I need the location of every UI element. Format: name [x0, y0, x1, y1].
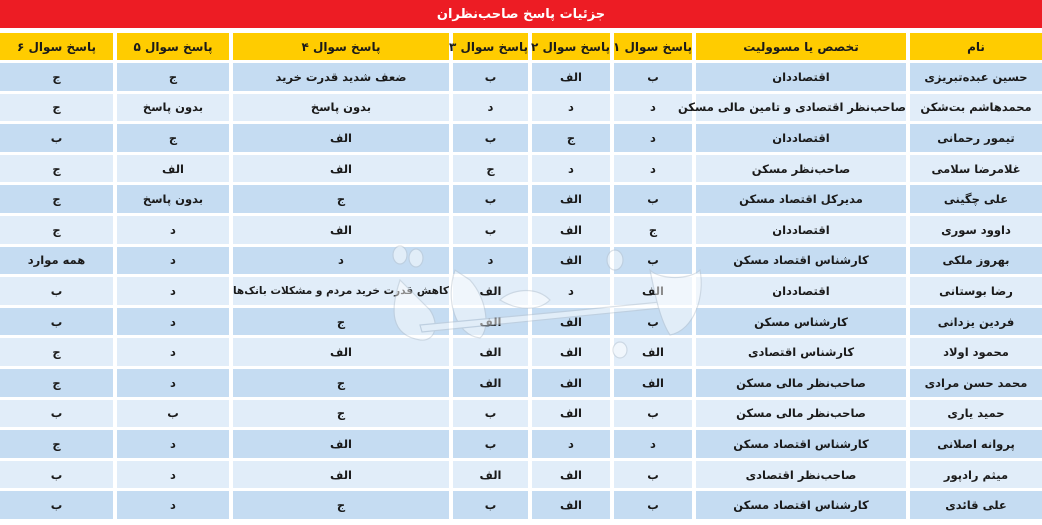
cell-q1: د	[614, 94, 692, 122]
cell-q4: الف	[233, 155, 449, 183]
cell-q3: الف	[453, 369, 528, 397]
cell-name: بهروز ملکی	[910, 247, 1042, 275]
cell-q5: د	[117, 308, 229, 336]
cell-specialty: کارشناس اقتصاد مسکن	[696, 491, 906, 519]
cell-q4: الف	[233, 124, 449, 152]
cell-q4: ج	[233, 185, 449, 213]
header-specialty: تخصص یا مسوولیت	[696, 33, 906, 60]
table-row	[0, 430, 1042, 458]
table-row	[0, 277, 1042, 305]
cell-specialty: اقتصاددان	[696, 124, 906, 152]
cell-name: محمد حسن مرادی	[910, 369, 1042, 397]
header-q3: پاسخ سوال ۳	[453, 33, 528, 60]
cell-name: پروانه اصلانی	[910, 430, 1042, 458]
cell-q5: د	[117, 247, 229, 275]
cell-q5: ج	[117, 63, 229, 91]
cell-name: حمید یاری	[910, 400, 1042, 428]
cell-q4: ضعف شدید قدرت خرید	[233, 63, 449, 91]
cell-q1: ب	[614, 63, 692, 91]
cell-q4: ج	[233, 400, 449, 428]
cell-specialty: صاحب‌نظر مالی مسکن	[696, 400, 906, 428]
cell-specialty: کارشناس اقتصاد مسکن	[696, 430, 906, 458]
header-q1: پاسخ سوال ۱	[614, 33, 692, 60]
header-q6: پاسخ سوال ۶	[0, 33, 113, 60]
cell-q3: الف	[453, 461, 528, 489]
cell-q6: ج	[0, 63, 113, 91]
cell-q3: د	[453, 247, 528, 275]
cell-q5: بدون پاسخ	[117, 94, 229, 122]
cell-name: داوود سوری	[910, 216, 1042, 244]
cell-q6: ج	[0, 338, 113, 366]
cell-q2: الف	[532, 216, 610, 244]
cell-q3: ب	[453, 63, 528, 91]
cell-q5: د	[117, 369, 229, 397]
cell-q4: د	[233, 247, 449, 275]
cell-q4: الف	[233, 216, 449, 244]
cell-name: رضا بوستانی	[910, 277, 1042, 305]
table-row	[0, 338, 1042, 366]
cell-name: علی چگینی	[910, 185, 1042, 213]
cell-name: تیمور رحمانی	[910, 124, 1042, 152]
cell-q5: ب	[117, 400, 229, 428]
table-body	[0, 63, 1042, 519]
cell-q1: ب	[614, 491, 692, 519]
cell-q2: د	[532, 430, 610, 458]
header-name: نام	[910, 33, 1042, 60]
cell-q4: الف	[233, 430, 449, 458]
cell-q6: ب	[0, 491, 113, 519]
cell-specialty: اقتصاددان	[696, 216, 906, 244]
table-row	[0, 94, 1042, 122]
cell-q2: الف	[532, 185, 610, 213]
cell-q5: د	[117, 216, 229, 244]
cell-q3: الف	[453, 277, 528, 305]
cell-q1: د	[614, 124, 692, 152]
header-q2: پاسخ سوال ۲	[532, 33, 610, 60]
respondents-table	[0, 30, 1042, 522]
cell-name: علی قائدی	[910, 491, 1042, 519]
cell-q1: الف	[614, 369, 692, 397]
header-row	[0, 33, 1042, 60]
cell-q4: ج	[233, 369, 449, 397]
cell-q5: د	[117, 430, 229, 458]
table-row	[0, 308, 1042, 336]
cell-q4: الف	[233, 461, 449, 489]
cell-q2: الف	[532, 369, 610, 397]
cell-q2: د	[532, 94, 610, 122]
cell-q5: د	[117, 491, 229, 519]
table-row	[0, 369, 1042, 397]
cell-q1: ج	[614, 216, 692, 244]
cell-specialty: کارشناس اقتصاد مسکن	[696, 247, 906, 275]
cell-name: غلامرضا سلامی	[910, 155, 1042, 183]
cell-q6: ج	[0, 216, 113, 244]
cell-specialty: صاحب‌نظر اقتصادی و تامین مالی مسکن	[696, 94, 906, 122]
cell-q6: ج	[0, 430, 113, 458]
cell-q1: د	[614, 155, 692, 183]
cell-q1: ب	[614, 400, 692, 428]
header-q5: پاسخ سوال ۵	[117, 33, 229, 60]
cell-q2: الف	[532, 491, 610, 519]
cell-q2: الف	[532, 338, 610, 366]
table-row	[0, 185, 1042, 213]
table-row	[0, 155, 1042, 183]
cell-q6: ج	[0, 369, 113, 397]
cell-name: محمود اولاد	[910, 338, 1042, 366]
cell-specialty: اقتصاددان	[696, 63, 906, 91]
cell-q2: الف	[532, 461, 610, 489]
cell-q1: ب	[614, 185, 692, 213]
table-row	[0, 216, 1042, 244]
cell-q3: ب	[453, 185, 528, 213]
cell-specialty: کارشناس مسکن	[696, 308, 906, 336]
cell-q3: الف	[453, 308, 528, 336]
cell-q2: ج	[532, 124, 610, 152]
cell-q3: الف	[453, 338, 528, 366]
header-q4: پاسخ سوال ۴	[233, 33, 449, 60]
cell-q3: ج	[453, 155, 528, 183]
cell-q2: الف	[532, 63, 610, 91]
cell-q2: د	[532, 277, 610, 305]
cell-q4: الف	[233, 338, 449, 366]
cell-q3: ب	[453, 491, 528, 519]
cell-specialty: مدیرکل اقتصاد مسکن	[696, 185, 906, 213]
cell-q5: ج	[117, 124, 229, 152]
cell-q1: ب	[614, 461, 692, 489]
table-row	[0, 124, 1042, 152]
cell-q1: الف	[614, 277, 692, 305]
cell-q4: کاهش قدرت خرید مردم و مشکلات بانک‌ها	[233, 277, 449, 305]
cell-q1: ب	[614, 247, 692, 275]
cell-q6: ج	[0, 155, 113, 183]
cell-q3: ب	[453, 400, 528, 428]
table-row	[0, 247, 1042, 275]
cell-q6: ج	[0, 185, 113, 213]
cell-q3: د	[453, 94, 528, 122]
cell-q6: ج	[0, 94, 113, 122]
cell-q3: ب	[453, 216, 528, 244]
cell-q2: د	[532, 155, 610, 183]
cell-q5: د	[117, 461, 229, 489]
cell-specialty: صاحب‌نظر اقتصادی	[696, 461, 906, 489]
cell-q6: ب	[0, 308, 113, 336]
cell-q4: ج	[233, 491, 449, 519]
table-row	[0, 461, 1042, 489]
cell-name: میثم رادپور	[910, 461, 1042, 489]
cell-q5: د	[117, 338, 229, 366]
cell-q6: ب	[0, 400, 113, 428]
cell-q5: الف	[117, 155, 229, 183]
cell-q2: الف	[532, 400, 610, 428]
table-row	[0, 63, 1042, 91]
cell-q2: الف	[532, 247, 610, 275]
cell-name: محمدهاشم بت‌شکن	[910, 94, 1042, 122]
cell-q1: د	[614, 430, 692, 458]
cell-q3: ب	[453, 430, 528, 458]
cell-q4: بدون پاسخ	[233, 94, 449, 122]
cell-specialty: صاحب‌نظر مسکن	[696, 155, 906, 183]
cell-specialty: صاحب‌نظر مالی مسکن	[696, 369, 906, 397]
table-title: جزئیات پاسخ صاحب‌نظران	[0, 0, 1042, 28]
cell-q4: ج	[233, 308, 449, 336]
cell-q6: ب	[0, 124, 113, 152]
cell-q2: الف	[532, 308, 610, 336]
cell-specialty: کارشناس اقتصادی	[696, 338, 906, 366]
cell-q1: الف	[614, 338, 692, 366]
table-row	[0, 400, 1042, 428]
cell-q6: ب	[0, 461, 113, 489]
cell-name: حسین عبده‌تبریزی	[910, 63, 1042, 91]
cell-q6: همه موارد	[0, 247, 113, 275]
cell-name: فردین یزدانی	[910, 308, 1042, 336]
cell-q5: بدون پاسخ	[117, 185, 229, 213]
cell-specialty: اقتصاددان	[696, 277, 906, 305]
table-row	[0, 491, 1042, 519]
cell-q5: د	[117, 277, 229, 305]
cell-q3: ب	[453, 124, 528, 152]
cell-q1: ب	[614, 308, 692, 336]
cell-q6: ب	[0, 277, 113, 305]
